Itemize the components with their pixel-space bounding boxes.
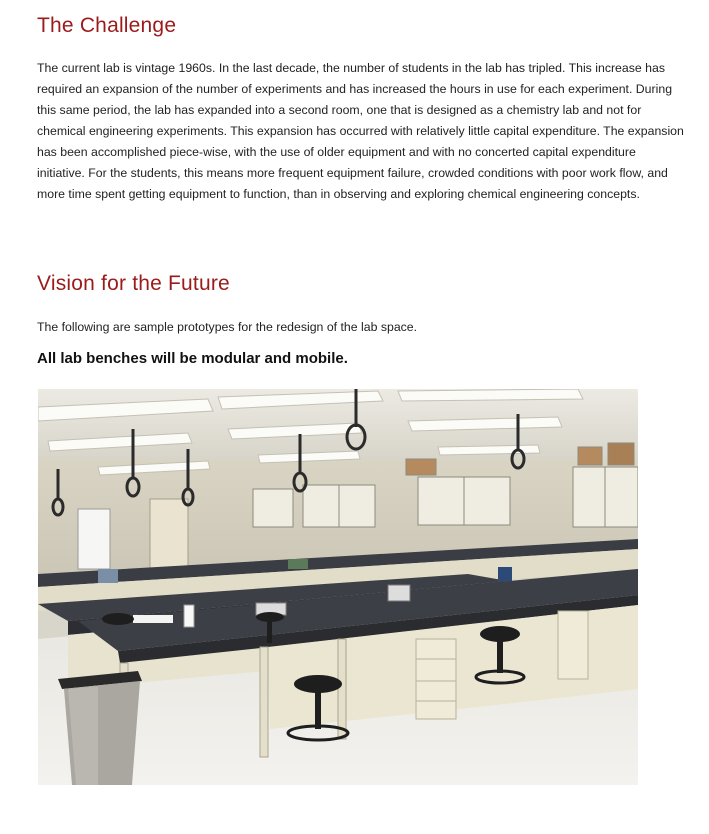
vision-heading: Vision for the Future (37, 272, 230, 295)
lab-photo (38, 389, 638, 785)
challenge-heading: The Challenge (37, 14, 177, 37)
door (150, 499, 188, 569)
lab-photo-illustration (38, 389, 638, 785)
refrigerator (78, 509, 110, 569)
trash-can (58, 671, 142, 785)
vision-intro: The following are sample prototypes for the redesign of the lab space. (37, 320, 418, 334)
bench-statement: All lab benches will be modular and mobile. (37, 350, 348, 367)
challenge-paragraph: The current lab is vintage 1960s. In the last decade, the number of students in the lab has tripled. This increase has required an expansion of the number of experiments and has increased the hours in use for each experiment. During this same period, the lab has expanded into a second room, one that is designed as a chemistry lab and not for chemical engineering experiments. This expansion has occurred with relatively little capital expenditure. The expansion has been accomplished piece-wise, with the use of older equipment and with no concerted capital expenditure initiative. For the students, this means more frequent equipment failure, crowded conditions with poor work flow, and more time spent getting equipment to function, than in observing and exploring chemical engineering concepts. (37, 61, 684, 201)
